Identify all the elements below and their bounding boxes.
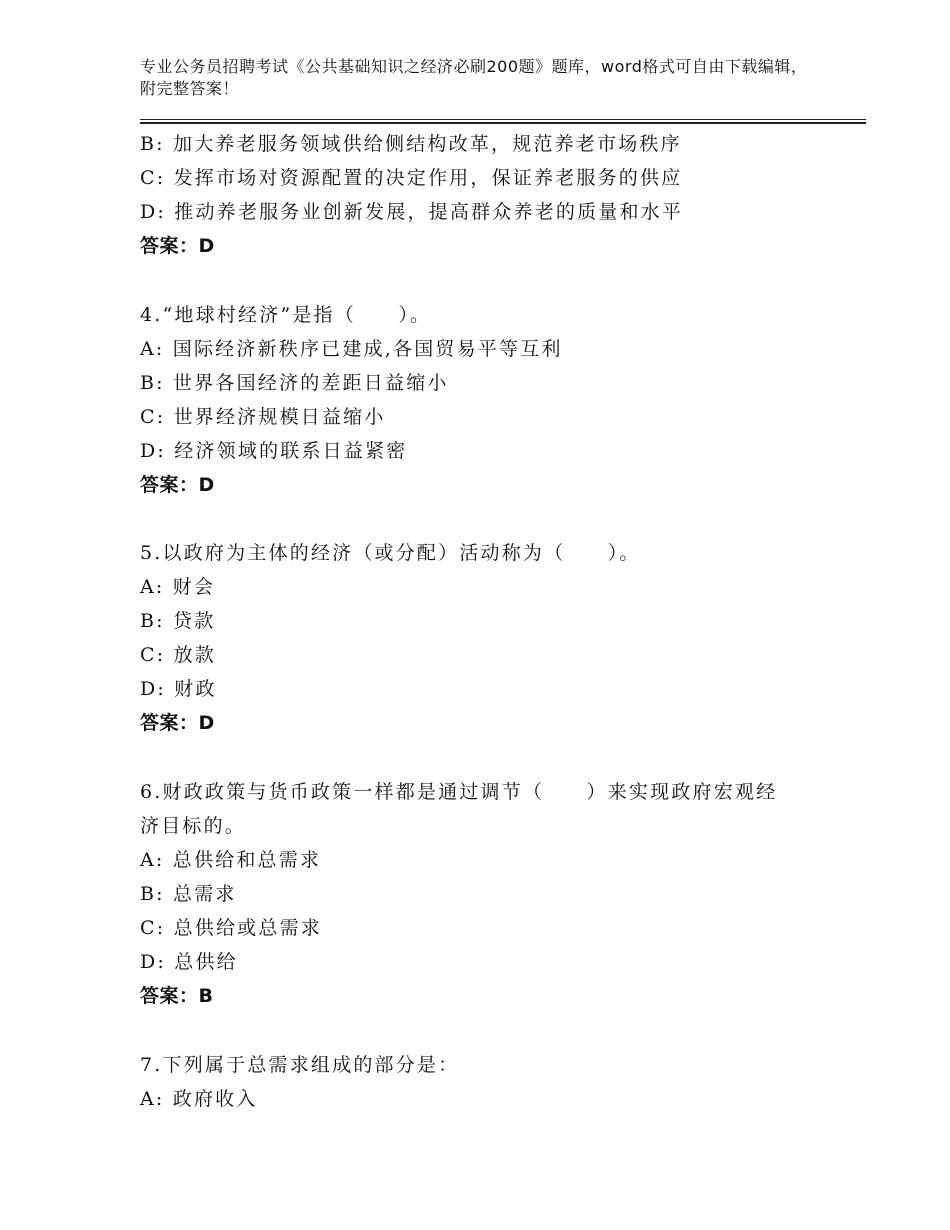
- q4-option-a: A: 国际经济新秩序已建成,各国贸易平等互利: [140, 338, 563, 360]
- q6-stem-line-1: 6.财政政策与货币政策一样都是通过调节（ ）来实现政府宏观经: [140, 781, 778, 803]
- q5-option-b: B: 贷款: [140, 610, 216, 632]
- q7-stem: 7.下列属于总需求组成的部分是：: [140, 1054, 460, 1076]
- q6-stem-line-2: 济目标的。: [140, 815, 247, 837]
- q6-answer: 答案：B: [140, 985, 214, 1007]
- q5-option-a: A: 财会: [140, 576, 216, 598]
- q6-option-d: D: 总供给: [140, 951, 238, 973]
- q6-option-a: A: 总供给和总需求: [140, 849, 322, 871]
- q4-option-c: C: 世界经济规模日益缩小: [140, 406, 386, 428]
- q3-option-d: D: 推动养老服务业创新发展，提高群众养老的质量和水平: [140, 201, 684, 223]
- q3-option-c: C: 发挥市场对资源配置的决定作用，保证养老服务的供应: [140, 167, 683, 189]
- q5-option-c: C: 放款: [140, 644, 216, 666]
- q6-option-c: C: 总供给或总需求: [140, 917, 322, 939]
- q4-option-b: B: 世界各国经济的差距日益缩小: [140, 372, 449, 394]
- q7-option-a: A: 政府收入: [140, 1088, 258, 1110]
- q5-answer: 答案：D: [140, 712, 215, 734]
- header-divider-thin: [140, 119, 866, 120]
- q4-option-d: D: 经济领域的联系日益紧密: [140, 440, 408, 462]
- q6-option-b: B: 总需求: [140, 883, 237, 905]
- document-header: 专业公务员招聘考试《公共基础知识之经济必刷200题》题库，word格式可自由下载编辑，附完整答案！: [140, 57, 808, 98]
- q4-answer: 答案：D: [140, 474, 215, 496]
- q5-stem: 5.以政府为主体的经济（或分配）活动称为（ ）。: [140, 542, 641, 564]
- header-divider: [140, 119, 866, 125]
- q4-stem: 4.“地球村经济”是指（ ）。: [140, 304, 432, 326]
- q3-option-b: B: 加大养老服务领域供给侧结构改革，规范养老市场秩序: [140, 133, 682, 155]
- header-divider-thick: [140, 122, 866, 124]
- q5-option-d: D: 财政: [140, 678, 217, 700]
- q3-answer: 答案：D: [140, 235, 215, 257]
